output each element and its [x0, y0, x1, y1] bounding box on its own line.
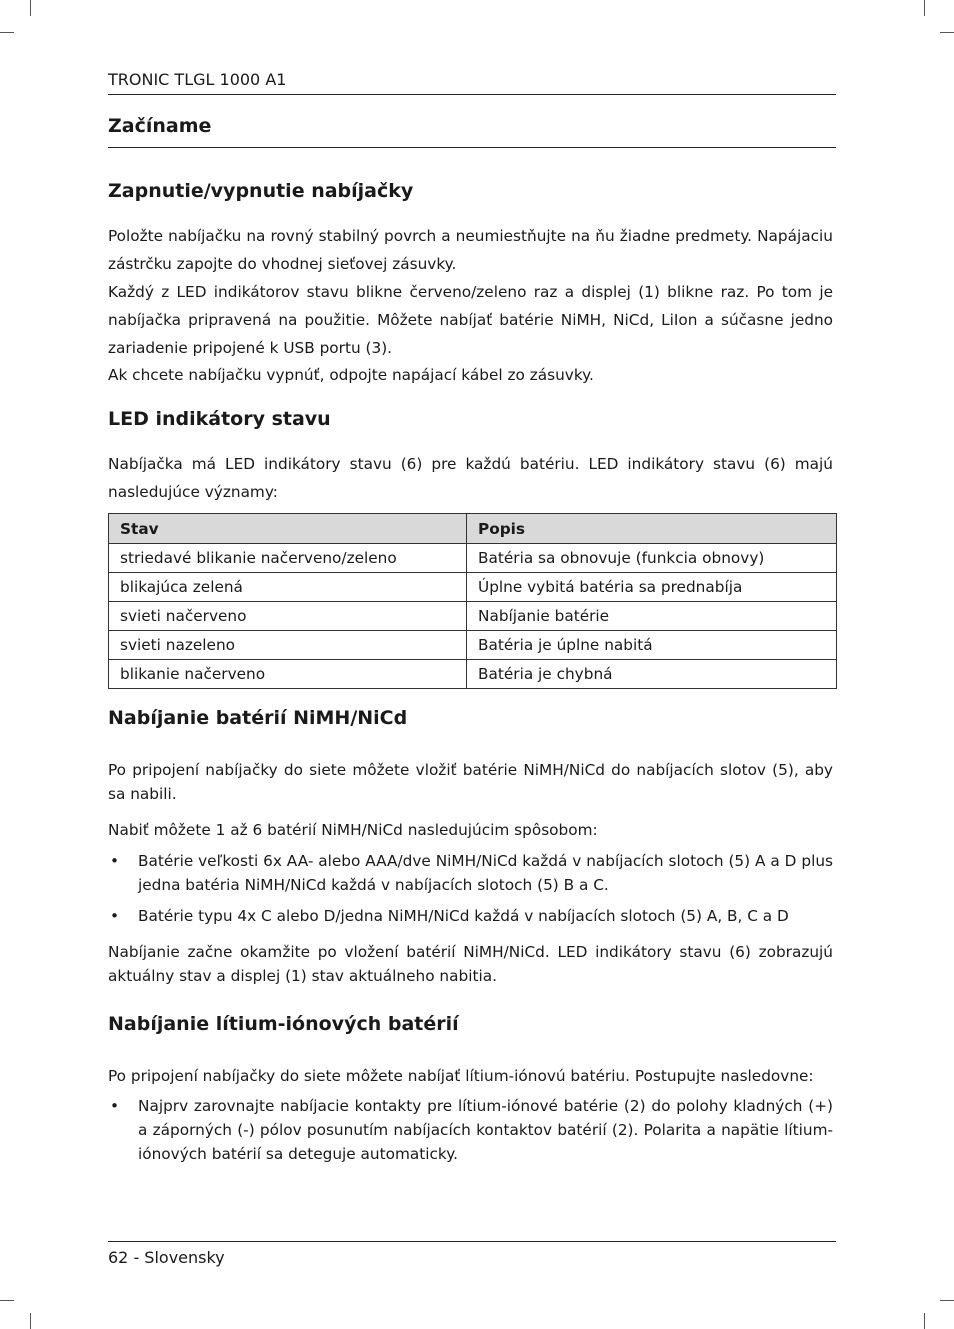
crop-mark [0, 32, 14, 33]
list-item-text: Batérie veľkosti 6x AA- alebo AAA/dve NiMH/NiCd každá v nabíjacích slotoch (5) A a D plus jedna batéria NiMH/NiCd každá v nabíjacích slotoch (5) B a C. [138, 852, 833, 894]
crop-mark [924, 0, 925, 16]
header-rule [108, 94, 836, 95]
power-paragraph-1: Položte nabíjačku na rovný stabilný povrch a neumiestňujte na ňu žiadne predmety. Napájaciu zástrčku zapojte do vhodnej sieťovej zásuvky. [108, 227, 833, 273]
crop-mark [30, 0, 31, 16]
table-row [109, 660, 837, 689]
section-title: Začíname [108, 115, 212, 137]
footer-rule [108, 1241, 836, 1242]
led-intro: Nabíjačka má LED indikátory stavu (6) pre každú batériu. LED indikátory stavu (6) majú nasledujúce významy: [108, 455, 833, 501]
column-header-stav: Stav [109, 514, 467, 544]
section-rule [108, 147, 836, 148]
bullet-icon: • [110, 907, 120, 925]
column-header-popis: Popis [467, 514, 837, 544]
table-header-row [109, 514, 837, 544]
list-item-text: Najprv zarovnajte nabíjacie kontakty pre lítium-iónové batérie (2) do polohy kladných (+) a záporných (-) pólov posunutím nabíjacích kontaktov batérií (2). Polarita a napätie lítium-iónových batérií sa deteguje automaticky. [138, 1097, 833, 1163]
nimh-paragraph-2: Nabiť môžete 1 až 6 batérií NiMH/NiCd nasledujúcim spôsobom: [108, 821, 598, 839]
crop-mark [30, 1313, 31, 1329]
crop-mark [0, 1300, 14, 1301]
crop-mark [940, 32, 954, 33]
power-paragraph-3: Ak chcete nabíjačku vypnúť, odpojte napájací kábel zo zásuvky. [108, 366, 594, 384]
table-cell: Batéria je úplne nabitá [467, 631, 837, 660]
liion-paragraph-1: Po pripojení nabíjačky do siete môžete nabíjať lítium-iónovú batériu. Postupujte nasledovne: [108, 1067, 814, 1085]
table-cell: svieti nazeleno [109, 631, 467, 660]
led-heading: LED indikátory stavu [108, 408, 331, 430]
table-cell: Batéria je chybná [467, 660, 837, 689]
table-cell: Batéria sa obnovuje (funkcia obnovy) [467, 544, 837, 573]
nimh-paragraph-1: Po pripojení nabíjačky do siete môžete vložiť batérie NiMH/NiCd do nabíjacích slotov (5), aby sa nabili. [108, 761, 833, 803]
table-row [109, 602, 837, 631]
table-row [109, 631, 837, 660]
crop-mark [940, 1300, 954, 1301]
table-cell: Nabíjanie batérie [467, 602, 837, 631]
table-cell: striedavé blikanie načerveno/zeleno [109, 544, 467, 573]
list-item [108, 1094, 833, 1166]
running-header: TRONIC TLGL 1000 A1 [108, 70, 287, 89]
table-cell: blikajúca zelená [109, 573, 467, 602]
list-item [108, 849, 833, 897]
table-cell: blikanie načerveno [109, 660, 467, 689]
page-number: 62 - Slovensky [108, 1248, 225, 1267]
table-row [109, 573, 837, 602]
list-item-text: Batérie typu 4x C alebo D/jedna NiMH/NiCd každá v nabíjacích slotoch (5) A, B, C a D [138, 907, 789, 925]
crop-mark [924, 1313, 925, 1329]
nimh-paragraph-3: Nabíjanie začne okamžite po vložení batérií NiMH/NiCd. LED indikátory stavu (6) zobrazujú aktuálny stav a displej (1) stav aktuálneho nabitia. [108, 943, 833, 985]
table-cell: svieti načerveno [109, 602, 467, 631]
list-item [108, 904, 833, 928]
nimh-heading: Nabíjanie batérií NiMH/NiCd [108, 707, 408, 729]
power-heading: Zapnutie/vypnutie nabíjačky [108, 180, 414, 202]
table-cell: Úplne vybitá batéria sa prednabíja [467, 573, 837, 602]
liion-heading: Nabíjanie lítium-iónových batérií [108, 1013, 459, 1035]
led-status-table [108, 513, 837, 689]
bullet-icon: • [110, 1097, 120, 1115]
bullet-icon: • [110, 852, 120, 870]
table-row [109, 544, 837, 573]
power-paragraph-2: Každý z LED indikátorov stavu blikne červeno/zeleno raz a displej (1) blikne raz. Po tom je nabíjačka pripravená na použitie. Môžete nabíjať batérie NiMH, NiCd, LiIon a súčasne jedno zariadenie pripojené k USB portu (3). [108, 283, 833, 357]
